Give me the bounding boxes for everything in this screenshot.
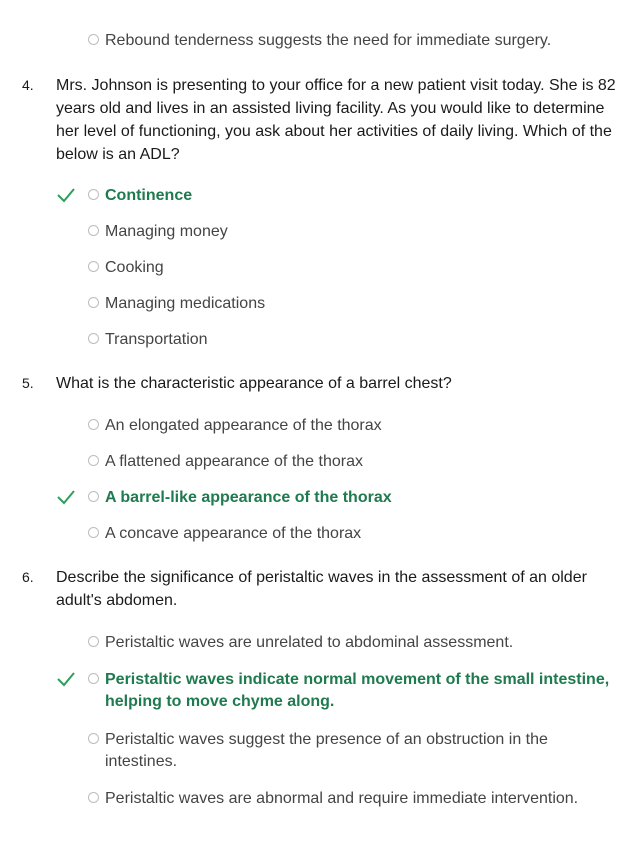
- checkmark-icon: [56, 669, 76, 689]
- option-label: Continence: [105, 187, 193, 204]
- option-label: Rebound tenderness suggests the need for immediate surgery.: [105, 32, 552, 49]
- option-label: Managing money: [105, 223, 228, 240]
- radio-circle-icon[interactable]: [88, 419, 99, 430]
- radio-circle-icon[interactable]: [88, 189, 99, 200]
- question-number: 4.: [22, 77, 34, 93]
- option-label: Managing medications: [105, 295, 266, 312]
- option-label: Peristaltic waves are abnormal and require immediate intervention.: [105, 790, 579, 807]
- answer-option[interactable]: [88, 632, 618, 654]
- option-label: A concave appearance of the thorax: [105, 525, 362, 542]
- answer-option-correct[interactable]: [88, 185, 618, 207]
- answer-option-correct[interactable]: [88, 487, 618, 509]
- question-text: Mrs. Johnson is presenting to your office for a new patient visit today. She is 82 years old and lives in an assisted living facility. As you would like to determine her level of functioning, you ask about her activities of daily living. Which of the below is an ADL?: [56, 77, 616, 163]
- option-label: Cooking: [105, 259, 164, 276]
- question-number: 5.: [22, 375, 34, 391]
- question-text: Describe the significance of peristaltic waves in the assessment of an older adult's abdomen.: [56, 569, 587, 609]
- radio-circle-icon[interactable]: [88, 225, 99, 236]
- option-label: Peristaltic waves suggest the presence of an obstruction in the intestines.: [105, 731, 548, 770]
- radio-circle-icon[interactable]: [88, 673, 99, 684]
- option-label: An elongated appearance of the thorax: [105, 417, 382, 434]
- checkmark-icon: [56, 487, 76, 507]
- radio-circle-icon[interactable]: [88, 792, 99, 803]
- radio-circle-icon[interactable]: [88, 491, 99, 502]
- radio-circle-icon[interactable]: [88, 733, 99, 744]
- option-label: Peristaltic waves indicate normal movement of the small intestine, helping to move chyme along.: [105, 671, 610, 710]
- option-label: A barrel-like appearance of the thorax: [105, 489, 392, 506]
- radio-circle-icon[interactable]: [88, 297, 99, 308]
- radio-circle-icon[interactable]: [88, 261, 99, 272]
- option-label: Transportation: [105, 331, 208, 348]
- radio-circle-icon[interactable]: [88, 34, 99, 45]
- answer-option[interactable]: [88, 221, 618, 243]
- question-text: What is the characteristic appearance of a barrel chest?: [56, 375, 452, 392]
- question-5: [22, 372, 618, 395]
- option-label: A flattened appearance of the thorax: [105, 453, 363, 470]
- answer-option[interactable]: [88, 729, 618, 773]
- option-label: Peristaltic waves are unrelated to abdominal assessment.: [105, 634, 514, 651]
- question-4: [22, 74, 618, 166]
- radio-circle-icon[interactable]: [88, 527, 99, 538]
- checkmark-icon: [56, 185, 76, 205]
- answer-option-correct[interactable]: [88, 669, 618, 713]
- answer-option[interactable]: [88, 30, 618, 52]
- question-6: [22, 566, 618, 612]
- answer-option[interactable]: [88, 788, 618, 810]
- radio-circle-icon[interactable]: [88, 333, 99, 344]
- question-number: 6.: [22, 569, 34, 585]
- radio-circle-icon[interactable]: [88, 455, 99, 466]
- radio-circle-icon[interactable]: [88, 636, 99, 647]
- answer-option[interactable]: [88, 329, 618, 351]
- answer-option[interactable]: [88, 451, 618, 473]
- answer-option[interactable]: [88, 523, 618, 545]
- answer-option[interactable]: [88, 257, 618, 279]
- answer-option[interactable]: [88, 415, 618, 437]
- answer-option[interactable]: [88, 293, 618, 315]
